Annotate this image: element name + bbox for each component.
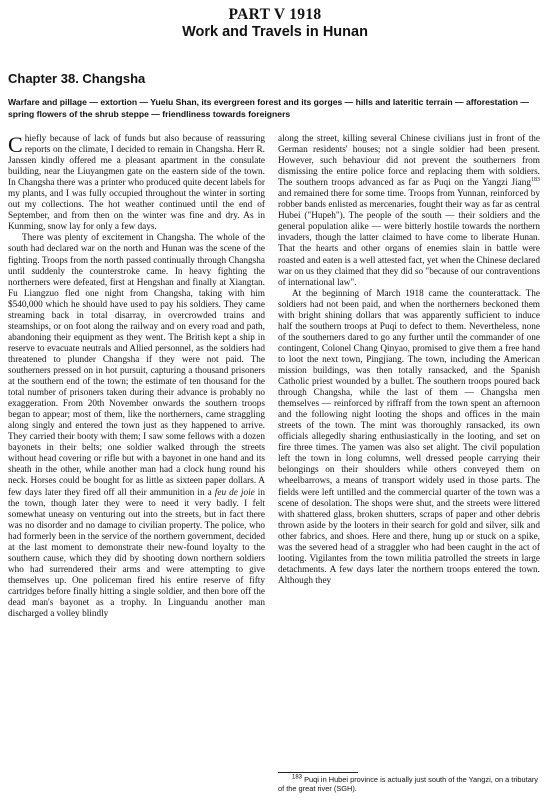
paragraph-2 bbox=[8, 233, 265, 620]
italic-phrase: feu de joie bbox=[214, 487, 255, 498]
paragraph-2-cont-a: along the street, killing several Chinese civilians just in front of the German residents' houses; not a single soldier had been present. However, such behaviour did not prevent the southerners from dismissing the entire police force and replacing them with soldiers. The southern troops advanced as far as Puqi on the Yangzi Jiang bbox=[278, 134, 540, 189]
footnote-divider bbox=[278, 772, 358, 773]
paragraph-3 bbox=[278, 289, 540, 587]
part-title: Work and Travels in Hunan bbox=[182, 24, 368, 40]
paragraph-1 bbox=[8, 134, 265, 233]
paragraph-2-text: There was plenty of excitement in Changsha. The whole of the south had declared war on the north and Hunan was the scene of the fighting. Troops from the north passed continually through Changsha until suddenly the counterstroke came. In heavy fighting the northerners were defeated, first at Hengshan and finally at Xiangtan. Fu Liangzuo fled one night from Changsha, taking with him $540,000 which he should have used to pay his soldiers. They came streaming back in total disarray, in overcrowded trains and steamships, or on foot along the railway and on every road and path, abandoning their equipment as they went. The British kept a ship in reserve to evacuate neutrals and Allied personnel, as the soldiers had threatened to plunder Changsha if they were not paid. The southerners pressed on in hot pursuit, capturing a thousand prisoners at the southern end of the town; the estimate of ten thousand for the total number of prisoners taken during their advance is probably no exaggeration. From 20th November onwards the southern troops began to appear; most of them, like the northerners, came straggling along singly and entered the town just as they happened to arrive. They carried their booty with them; I saw some fellows with a dozen bayonets in their belts; one soldier walked through the streets without head covering or rifle but with a bayonet in one hand and its sheath in the other, while another man had a clock hung round his neck. Horses could be bought for as little as sixteen paper dollars. A few days later they fired off all their ammunition in a bbox=[8, 233, 265, 498]
chapter-synopsis: Warfare and pillage — extortion — Yuelu Shan, its evergreen forest and its gorges — hills and lateritic terrain — afforestation — spring flowers of the shrub steppe — friendliness towards foreigners bbox=[8, 97, 529, 119]
paragraph-1-text: hiefly because of lack of funds but also because of reassuring reports on the climate, I decided to remain in Changsha. Herr R. Janssen kindly offered me a pleasant apartment in the consulate building, near the Liuyangmen gate on the eastern side of the town. In Changsha there was a printer who produced quite decent labels for my plants, and I was fully occupied throughout the winter in sorting out my collections. The hot weather continued until the end of September, and from then on the winter was fine and dry. As in Kunming, snow lay for only a few days. bbox=[8, 134, 265, 233]
footnote bbox=[278, 775, 540, 794]
right-column bbox=[278, 134, 540, 587]
part-heading: PART V 1918 bbox=[228, 6, 322, 23]
footnote-text: Puqi in Hubei province is actually just south of the Yangzi, on a tributary of the great river (SGH). bbox=[278, 775, 538, 794]
paragraph-2-cont-b: and remained there for some time. Troops from Yunnan, reinforced by robber bands enlisted as mercenaries, fought their way as far as central Hubei ("Hupeh"). The people of the south — their soldiers and the general population alike — were bitterly hostile towards the northern invaders, though the latter claimed to have come to liberate Hunan. That the hearts and other organs of enemies slain in battle were roasted and eaten is a well attested fact, yet when the Chinese declared war on us they claimed that they did so "because of our contraventions of international law". bbox=[278, 189, 540, 288]
chapter-title: Chapter 38. Changsha bbox=[8, 71, 146, 86]
paragraph-2-end: in the town, though later they were to need it very badly. I felt somewhat uneasy on venturing out into the streets, but in fact there was no disorder and no damage to civilian property. The police, who had formerly been in the service of the northern government, decided at the last moment to demonstrate their new-found loyalty to the southern cause, which they did by shooting down northern soldiers who had surrendered their arms and were attempting to give themselves up. One policeman fired his entire reserve of fifty cartridges before finally hitting a single soldier, and then bore off the dead man's bayonet as a trophy. In Linguandu another man discharged a volley blindly bbox=[8, 487, 265, 620]
paragraph-3-text: At the beginning of March 1918 came the counterattack. The soldiers had not been paid, and when the northerners beckoned them with bright shining dollars that was apparently sufficient to induce half the southern troops at Puqi to defect to them. Nevertheless, none of the southerners dared to go any further until the commander of one contingent, Colonel Chang Qinyao, promised to give them a free hand to loot the next town, Pingjiang. The town, including the American mission buildings, was then totally ransacked, and the Spanish Catholic priest wounded by a bullet. The southern troops poured back through Changsha, while the last of them — Changsha men themselves — reinforced by riffraff from the town spent an afternoon and the following night looting the shops and offices in the main streets of the town. The mint was thoroughly ransacked, its own officials allegedly sharing enthusiastically in the looting, and set on fire three times. The yamen was also set alight. The civil population left the town in long columns, well dressed people carrying their belongings on their shoulders while others conveyed them on wheelbarrows, a means of transport widely used in those parts. The fields were left untilled and the commercial quarter of the town was a scene of desolation. The shops were shut, and the streets were littered with shattered glass, broken shutters, scraps of paper and other debris thrown aside by the looters in their search for gold and silver, silk and other fabrics, and shoes. Here and there, hung up or stuck on a spike, was the severed head of a straggler who had been caught in the act of looting. Vigilantes from the town militia patrolled the streets in large detachments. A few days later the northern troops entered the town. Although they bbox=[278, 288, 540, 586]
footnote-ref[interactable]: 183 bbox=[531, 177, 540, 184]
drop-cap: C bbox=[8, 132, 23, 157]
paragraph-2-cont bbox=[278, 134, 540, 289]
left-column bbox=[8, 134, 265, 620]
footnote-number: 183 bbox=[292, 774, 303, 781]
